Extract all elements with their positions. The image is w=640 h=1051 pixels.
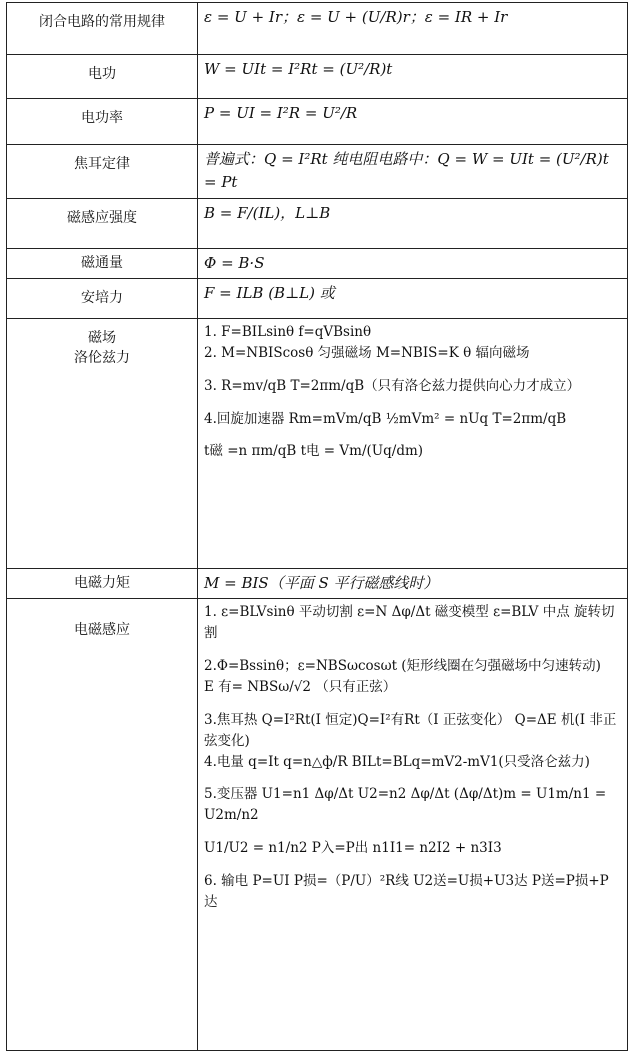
table-row xyxy=(7,3,628,55)
formula-magnetic-induction: B = F/(IL)，L⊥B xyxy=(198,198,628,248)
table-row xyxy=(7,568,628,598)
formula-line: 2.Φ=Bssinθ；ε=NBSωcosωt (矩形线圈在匀强磁场中匀速转动) xyxy=(204,657,601,674)
row-label: 电功 xyxy=(7,55,198,99)
formula-closed-circuit xyxy=(198,3,628,55)
formula-line: 3.焦耳热 Q=I²Rt(I 恒定)Q=I²有Rt（I 正弦变化） Q=ΔE 机(I 非正弦变化) xyxy=(204,711,617,749)
formula-electromagnetic-torque: M = BIS（平面 S 平行磁感线时） xyxy=(198,568,628,598)
formula-electromagnetic-induction xyxy=(198,599,628,1051)
formula-ampere-force: F = ILB (B⊥L) 或 xyxy=(198,278,628,318)
row-label: 磁通量 xyxy=(7,248,198,278)
row-label: 焦耳定律 xyxy=(7,145,198,199)
table-row xyxy=(7,55,628,99)
formula-line: U1/U2 = n1/n2 P入=P出 n1I1= n2I2 + n3I3 xyxy=(204,840,502,857)
formula-table xyxy=(6,2,628,1051)
row-label-line: 磁场 xyxy=(88,329,116,346)
formula-line: 6. 输电 P=UI P损=（P/U）²R线 U2送=U损+U3达 P送=P损+P达 xyxy=(204,873,609,911)
formula-line: 1. F=BILsinθ f=qVBsinθ xyxy=(204,323,372,340)
table-row xyxy=(7,599,628,1051)
row-label: 安培力 xyxy=(7,278,198,318)
row-label: 闭合电路的常用规律 xyxy=(7,3,198,55)
formula-line: 2. M=NBIScosθ 匀强磁场 M=NBIS=K θ 辐向磁场 xyxy=(204,344,530,361)
formula-line: 5.变压器 U1=n1 Δφ/Δt U2=n2 Δφ/Δt (Δφ/Δt)m = U1m/n1 = U2m/n2 xyxy=(204,786,607,824)
row-label xyxy=(7,318,198,568)
formula-electric-work: W = UIt = I²Rt = (U²/R)t xyxy=(198,55,628,99)
formula-line: 1. ε=BLVsinθ 平动切割 ε=N Δφ/Δt 磁变模型 ε=BLV 中点 旋转切割 xyxy=(204,604,615,641)
row-label: 磁感应强度 xyxy=(7,198,198,248)
formula-magnetic-flux: Φ = B·S xyxy=(198,248,628,278)
table-row xyxy=(7,318,628,568)
formula-line: 4.电量 q=It q=n△ф/R BILt=BLq=mV2-mV1(只受洛仑兹力) xyxy=(204,753,590,770)
formula-line: E 有= NBSω/√2 （只有正弦） xyxy=(204,678,397,695)
formula-joule-law: 普遍式：Q = I²Rt 纯电阻电路中：Q = W = UIt = (U²/R)t = Pt xyxy=(198,145,628,199)
table-row xyxy=(7,198,628,248)
formula-text: ε = U + Ir；ε = U + (U/R)r；ε = IR + Ir xyxy=(204,8,508,26)
formula-lorentz-force xyxy=(198,318,628,568)
row-label: 电功率 xyxy=(7,99,198,145)
row-label: 电磁感应 xyxy=(7,599,198,1051)
row-label-line: 洛伦兹力 xyxy=(74,349,130,366)
formula-electric-power: P = UI = I²R = U²/R xyxy=(198,99,628,145)
row-label: 电磁力矩 xyxy=(7,568,198,598)
formula-line: 3. R=mv/qB T=2πm/qB（只有洛仑兹力提供向心力才成立） xyxy=(204,377,581,394)
formula-line: t磁 =n πm/qB t电 = Vm/(Uq/dm) xyxy=(204,443,424,460)
table-row xyxy=(7,99,628,145)
formula-line: 4.回旋加速器 Rm=mVm/qB ½mVm² = nUq T=2πm/qB xyxy=(204,410,567,427)
table-row xyxy=(7,248,628,278)
table-row xyxy=(7,145,628,199)
table-row xyxy=(7,278,628,318)
